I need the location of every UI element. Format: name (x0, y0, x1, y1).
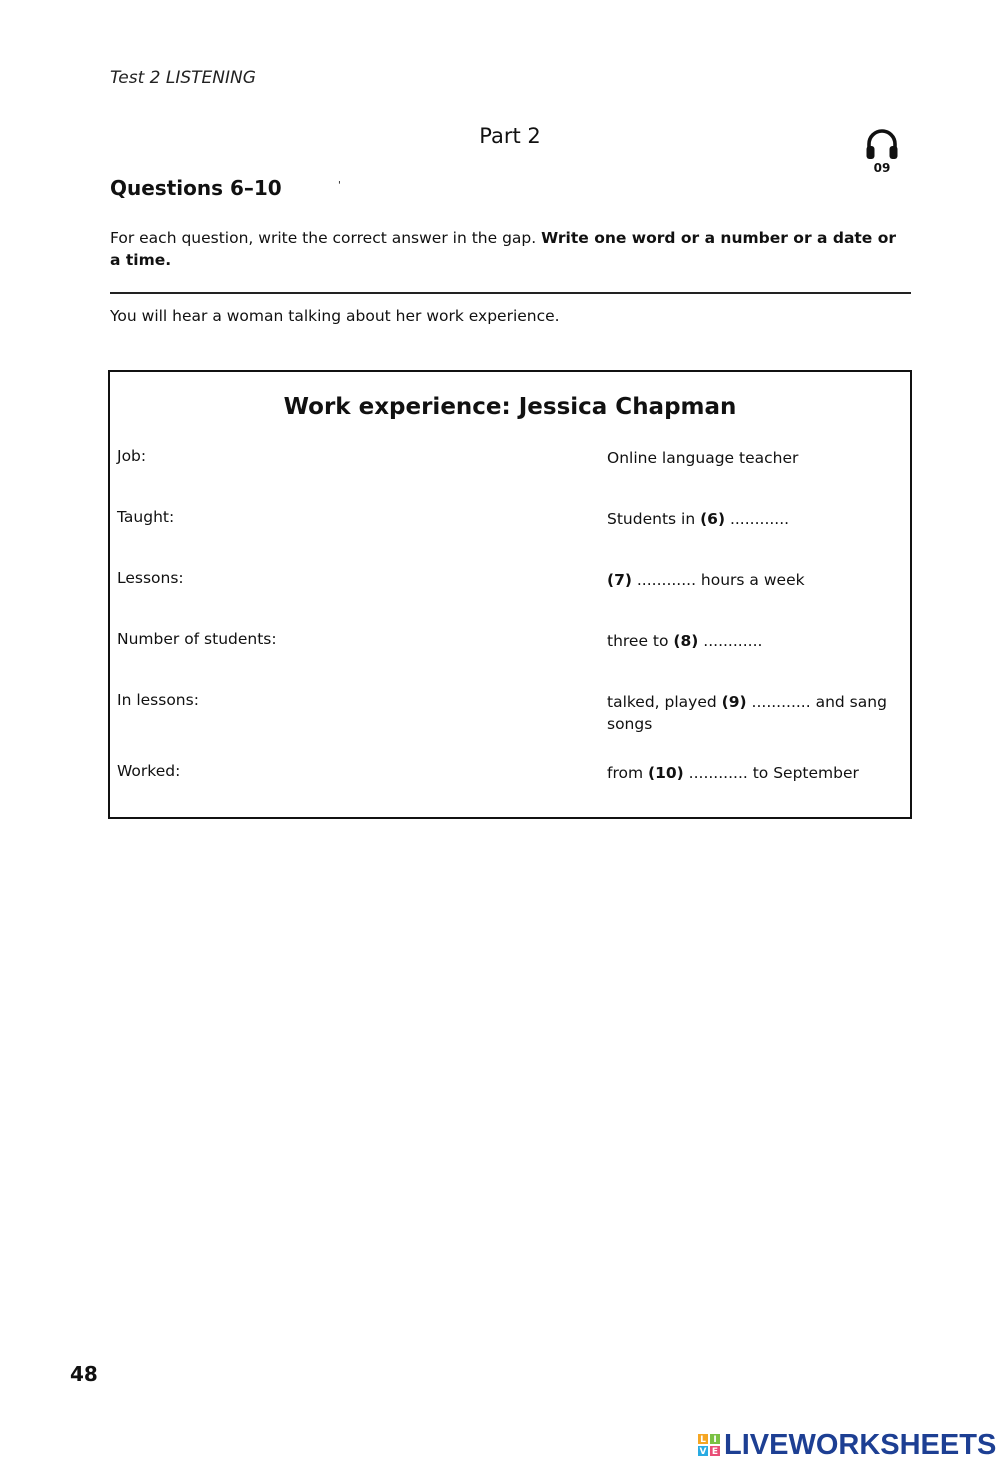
audio-track-indicator[interactable] (862, 127, 902, 179)
value-text: talked, played (607, 693, 722, 711)
row-value-lessons (607, 569, 897, 591)
row-value-worked (607, 762, 897, 784)
value-text: Online language teacher (607, 449, 799, 467)
row-value-taught (607, 508, 897, 530)
logo-letter: I (709, 1433, 721, 1445)
gap-dots: ............ (698, 632, 763, 650)
headphones-icon (864, 127, 900, 161)
value-text: Students in (607, 510, 701, 528)
gap-9[interactable]: (9) (721, 693, 747, 711)
gap-dots: ............ hours a week (631, 571, 805, 589)
stray-mark: ' (338, 180, 341, 191)
gap-dots: ............ (725, 510, 790, 528)
logo-letter: L (697, 1433, 709, 1445)
questions-heading: Questions 6–10 (110, 176, 282, 200)
value-text: from (607, 764, 648, 782)
gap-10[interactable]: (10) (648, 764, 684, 782)
liveworksheets-watermark[interactable] (697, 1428, 996, 1462)
form-title: Work experience: Jessica Chapman (283, 394, 737, 420)
page-number: 48 (70, 1362, 98, 1386)
divider (110, 292, 911, 294)
gap-8[interactable]: (8) (673, 632, 699, 650)
row-value-in-lessons (607, 691, 897, 735)
gap-dots: ............ and sang songs (607, 693, 887, 733)
instruction-bold-text: Write one word or a number or a date or a time. (110, 229, 897, 269)
test-label: Test 2 LISTENING (110, 68, 256, 88)
row-label-number-of-students: Number of students: (117, 630, 277, 648)
instructions (110, 227, 900, 271)
row-value-job (607, 447, 897, 469)
row-label-in-lessons: In lessons: (117, 691, 199, 709)
gap-7[interactable]: (7) (607, 571, 632, 589)
row-value-number-of-students (607, 630, 897, 652)
row-label-job: Job: (117, 447, 147, 465)
gap-6[interactable]: (6) (700, 510, 726, 528)
work-experience-form (108, 370, 912, 819)
value-text: three to (607, 632, 674, 650)
liveworksheets-logo-icon (697, 1433, 721, 1457)
row-label-lessons: Lessons: (117, 569, 184, 587)
watermark-text: LIVEWORKSHEETS (724, 1428, 997, 1461)
row-label-worked: Worked: (117, 762, 181, 780)
track-number: 09 (873, 161, 891, 175)
row-label-taught: Taught: (117, 508, 175, 526)
logo-letter: E (709, 1445, 721, 1457)
part-title: Part 2 (479, 124, 541, 148)
instruction-text: For each question, write the correct answer in the gap. (110, 229, 542, 247)
gap-dots: ............ to September (683, 764, 859, 782)
logo-letter: V (697, 1445, 709, 1457)
intro-text: You will hear a woman talking about her work experience. (110, 307, 560, 325)
